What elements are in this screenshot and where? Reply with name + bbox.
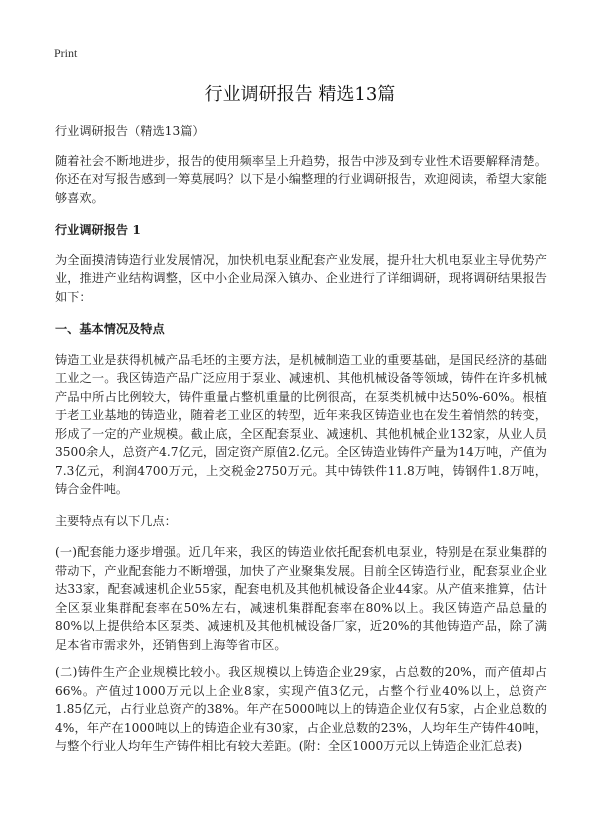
document-title: 行业调研报告 精选13篇 xyxy=(204,84,396,105)
document-body xyxy=(55,122,547,756)
section-heading: 一、基本情况及特点 xyxy=(55,322,165,336)
document-subtitle: 行业调研报告（精选13篇） xyxy=(55,124,205,138)
report-intro-paragraph: 为全面摸清铸造行业发展情况，加快机电泵业配套产业发展，提升壮大机电泵业主导优势产业，推进产业结构调整，区中小企业局深入镇办、企业进行了详细调研，现将调研结果报告如下： xyxy=(55,252,547,304)
feature-item-2: (二)铸件生产企业规模比较小。我区规模以上铸造企业29家，占总数的20%，而产值却占66%。产值过1000万元以上企业8家，实现产值3亿元，占整个行业40%以上，总资产1.85亿元，占行业总资产的38%。年产在5000吨以上的铸造企业仅有5家，占企业总数的4%，年产在1000吨以上的铸造企业有30家，占企业总数的23%，人均年生产铸件40吨，与整个行业人均年生产铸件相比有较大差距。(附：全区1000万元以上铸造企业汇总表) xyxy=(55,665,547,753)
intro-paragraph: 随着社会不断地进步，报告的使用频率呈上升趋势，报告中涉及到专业性术语要解释清楚。你还在对写报告感到一筹莫展吗？以下是小编整理的行业调研报告，欢迎阅读，希望大家能够喜欢。 xyxy=(55,153,547,205)
features-intro-paragraph: 主要特点有以下几点： xyxy=(55,513,177,528)
basic-info-paragraph: 铸造工业是获得机械产品毛坯的主要方法，是机械制造工业的重要基础，是国民经济的基础工业之一。我区铸造产品广泛应用于泵业、减速机、其他机械设备等领域，铸件在许多机械产品中所占比例较大，铸件重量占整机重量的比例很高，在泵类机械中达50%-60%。根植于老工业基地的铸造业，随着老工业区的转型，近年来我区铸造业也在发生着悄然的转变，形成了一定的产业规模。截止底，全区配套泵业、减速机、其他机械企业132家，从业人员3500余人，总资产4.7亿元，固定资产原值2.亿元。全区铸造业铸件产量为14万吨，产值为7.3亿元，利润4700万元，上交税金2750万元。其中铸铁件11.8万吨，铸钢件1.8万吨，铸合金件吨。 xyxy=(55,352,547,496)
feature-item-1: (一)配套能力逐步增强。近几年来，我区的铸造业依托配套机电泵业，特别是在泵业集群的带动下，产业配套能力不断增强，加快了产业聚集发展。目前全区铸造行业，配套泵业企业达33家，配套减速机企业55家，配套电机及其他机械设备企业44家。从产值来推算，估计全区泵业集群配套率在50%左右，减速机集群配套率在80%以上。我区铸造产品总量的80%以上提供给本区泵类、减速机及其他机械设备厂家，近20%的其他铸造产品，除了满足本省市需求外，还销售到上海等省市区。 xyxy=(55,545,547,652)
print-label: Print xyxy=(54,46,78,60)
report-heading: 行业调研报告 1 xyxy=(55,223,141,237)
